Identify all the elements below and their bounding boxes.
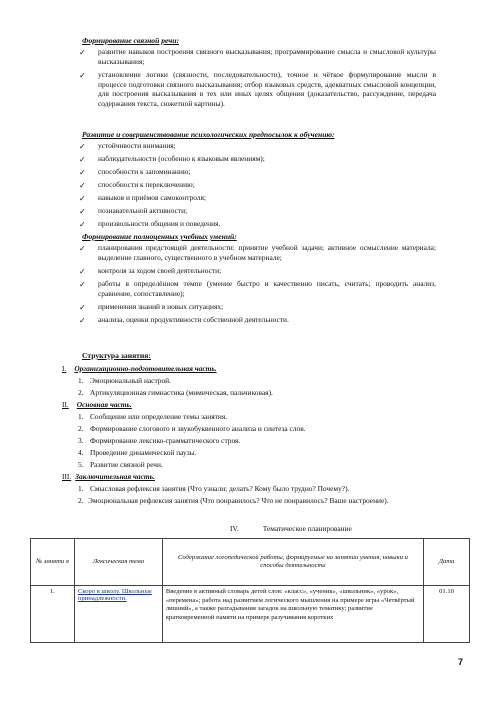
structure-title: Структура занятия: — [82, 351, 151, 360]
roman-numeral: III. — [62, 472, 72, 481]
section-title-psych: Развитие и совершенствование психологических предпосылок к обучению: — [82, 130, 335, 139]
check-icon: ✓ — [79, 142, 86, 151]
check-icon: ✓ — [79, 280, 86, 289]
part-title: Организационно-подготовительная часть. — [74, 364, 217, 373]
list-item: Формирование лексико-грамматического строя. — [90, 436, 241, 445]
list-item: Артикуляционная гимнастика (мимическая, пальчиковая). — [90, 388, 273, 397]
list-item: навыков и приёмов самоконтроля; — [98, 193, 206, 202]
structure-part-heading — [62, 400, 132, 409]
list-item: устойчивости внимания; — [98, 141, 176, 150]
list-number: 2. — [78, 496, 84, 505]
list-item: применения знаний в новых ситуациях; — [98, 302, 224, 311]
header-content: Содержание логопедической работы, формируемые на занятии умения, навыки и способы деятельности — [162, 539, 423, 586]
list-item: Развитие связной речи. — [90, 460, 163, 469]
list-item: Эмоциональная рефлексия занятия (Что понравилось? Что не понравилось? Ваше настроение). — [88, 496, 389, 505]
roman-numeral: I. — [62, 364, 67, 373]
part-title: Заключительная часть. — [75, 472, 155, 481]
table-header-row — [31, 539, 470, 586]
check-icon: ✓ — [79, 155, 86, 164]
list-number: 4. — [78, 448, 84, 457]
table-row — [31, 586, 470, 643]
header-topic: Лексическая тема — [74, 539, 162, 586]
list-item: произвольности общения и поведения. — [98, 219, 221, 228]
check-icon: ✓ — [79, 168, 86, 177]
check-icon: ✓ — [79, 194, 86, 203]
list-number: 3. — [78, 436, 84, 445]
list-item: способности к переключению; — [98, 180, 195, 189]
list-item: планирования предстоящей деятельности: принятие учебной задачи; активное осмысление материала; выделение главного, существенного в учебном материале; — [98, 243, 436, 262]
list-item: Формирование слогового и звукобуквенного анализа и синтеза слов. — [90, 424, 306, 433]
page-number: 7 — [458, 657, 464, 667]
header-num: № заняти я — [31, 539, 75, 586]
cell-topic — [74, 586, 162, 643]
list-item: работы в определённом темпе (умение быстро и качественно писать, считать; проводить анализ, сравнение, сопоставление); — [98, 279, 436, 298]
check-icon: ✓ — [79, 244, 86, 253]
list-item: анализа, оценки продуктивности собственной деятельности. — [98, 315, 289, 324]
list-item: развитие навыков построения связного высказывания; программирование смысла и смысловой культуры высказывания; — [98, 47, 436, 66]
list-number: 2. — [78, 388, 84, 397]
list-item: познавательной активности; — [98, 206, 188, 215]
check-icon: ✓ — [79, 316, 86, 325]
cell-num: 1. — [31, 586, 75, 643]
part-title: Основная часть. — [76, 400, 132, 409]
list-number: 1. — [78, 412, 84, 421]
list-item: Эмоциональный настрой. — [90, 376, 171, 385]
check-icon: ✓ — [79, 71, 86, 80]
header-date: Дата — [424, 539, 470, 586]
check-icon: ✓ — [79, 181, 86, 190]
planning-heading — [230, 524, 376, 533]
list-item: установление логики (связности, последовательности), точное и чёткое формулирование мысли в процессе подготовки связного высказывания; отбор языковых средств, адекватных смысловой концепции, для построения высказывания в тех или иных целях общения (доказательство, рассуждение, передача содержания текста, сюжетной картины). — [98, 70, 436, 108]
list-item: способности к запоминанию; — [98, 167, 191, 176]
list-number: 5. — [78, 460, 84, 469]
list-number: 1. — [78, 484, 84, 493]
list-item: Сообщение или определение темы занятия. — [90, 412, 228, 421]
list-number: 1. — [78, 376, 84, 385]
check-icon: ✓ — [79, 267, 86, 276]
section-title-speech: Формирование связной речи: — [82, 36, 180, 45]
topic-link[interactable]: Скоро в школу. Школьные принадлежности. — [77, 588, 152, 602]
list-item: Смысловая рефлексия занятия (Что узнали; делать? Кому было трудно? Почему?). — [90, 484, 350, 493]
structure-part-heading — [62, 472, 155, 481]
check-icon: ✓ — [79, 207, 86, 216]
planning-table — [30, 538, 470, 643]
list-item: наблюдательности (особенно к языковым явлениям); — [98, 154, 265, 163]
list-item: контроля за ходом своей деятельности; — [98, 266, 222, 275]
check-icon: ✓ — [79, 220, 86, 229]
roman-numeral: IV. — [230, 524, 239, 533]
list-item: Проведение динамической паузы. — [90, 448, 197, 457]
cell-content: Введение в активный словарь детей слов: «класс», «ученик», «школьник», «урок», «перемена»; работа над развитием логического мышления на примере игры «Четвёртый лишний», а также разгадывания загадок на школьную тематику; развитие кратковременной памяти на примере разучивания коротких — [162, 586, 423, 643]
section-title-skills: Формирование полноценных учебных умений: — [82, 232, 237, 241]
roman-numeral: II. — [62, 400, 69, 409]
check-icon: ✓ — [79, 48, 86, 57]
cell-date: 01.10 — [424, 586, 470, 643]
planning-title: Тематическое планирование — [262, 524, 352, 533]
list-number: 2. — [78, 424, 84, 433]
check-icon: ✓ — [79, 303, 86, 312]
structure-part-heading — [62, 364, 217, 373]
